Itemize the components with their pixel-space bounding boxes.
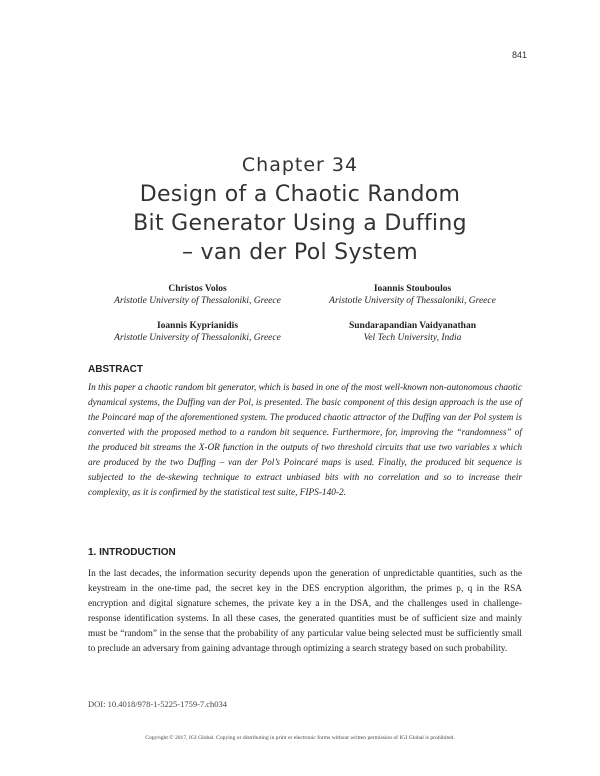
author-name: Ioannis Stouboulos [373,284,452,294]
author-affiliation: Aristotle University of Thessaloniki, Greece [329,296,496,306]
author-entry [305,283,520,307]
author-affiliation: Vel Tech University, India [363,333,462,343]
title-line: Bit Generator Using a Duffing [133,211,467,236]
author-affiliation: Aristotle University of Thessaloniki, Greece [114,296,281,306]
author-entry [90,320,305,344]
author-name: Sundarapandian Vaidyanathan [348,321,476,331]
author-name: Christos Volos [168,284,227,294]
doi-line: DOI: 10.4018/978-1-5225-1759-7.ch034 [88,699,228,709]
author-affiliation: Aristotle University of Thessaloniki, Greece [114,333,281,343]
copyright-notice: Copyright © 2017, IGI Global. Copying or distributing in print or electronic forms without written permission of IGI Global is prohibited. [145,735,455,741]
paper-title [40,180,560,267]
section-heading: 1. INTRODUCTION [88,547,176,558]
author-name: Ioannis Kyprianidis [156,321,239,331]
title-line: – van der Pol System [181,240,419,265]
page-number: 841 [511,50,527,60]
abstract-text: In this paper a chaotic random bit generator, which is based in one of the most well-known non-autonomous chaotic dynamical systems, the Duffing van der Pol, is presented. The basic component of this design approach is the use of the Poincaré map of the aforementioned system. The produced chaotic attractor of the Duffing van der Pol system is converted with the proposed method to a random bit sequence. Furthermore, for, improving the “randomness” of the produced bit streams the X-OR function in the outputs of two threshold circuits that use two variables x which are produced by the two Duffing – van der Pol’s Poincaré maps is used. Finally, the produced bit sequence is subjected to the de-skewing technique to extract unbiased bits with no correlation and so to increase their complexity, as it is confirmed by the statistical test suite, FIPS-140-2. [88,383,522,498]
title-line: Design of a Chaotic Random [139,182,461,207]
section-paragraph: In the last decades, the information security depends upon the generation of unpredictable quantities, such as the keystream in the one-time pad, the secret key in the DES encryption algorithm, the primes p, q in the RSA encryption and digital signature schemes, the private key a in the DSA, and the challenges used in challenge-response identification systems. In all these cases, the generated quantities must be of sufficient size and mainly must be “random” in the sense that the probability of any particular value being selected must be sufficiently small to preclude an adversary from gaining advantage through optimizing a search strategy based on such probability. [88,569,522,654]
author-entry [305,320,520,344]
abstract-heading: ABSTRACT [88,364,143,375]
author-entry [90,283,305,307]
chapter-label: Chapter 34 [241,154,359,176]
